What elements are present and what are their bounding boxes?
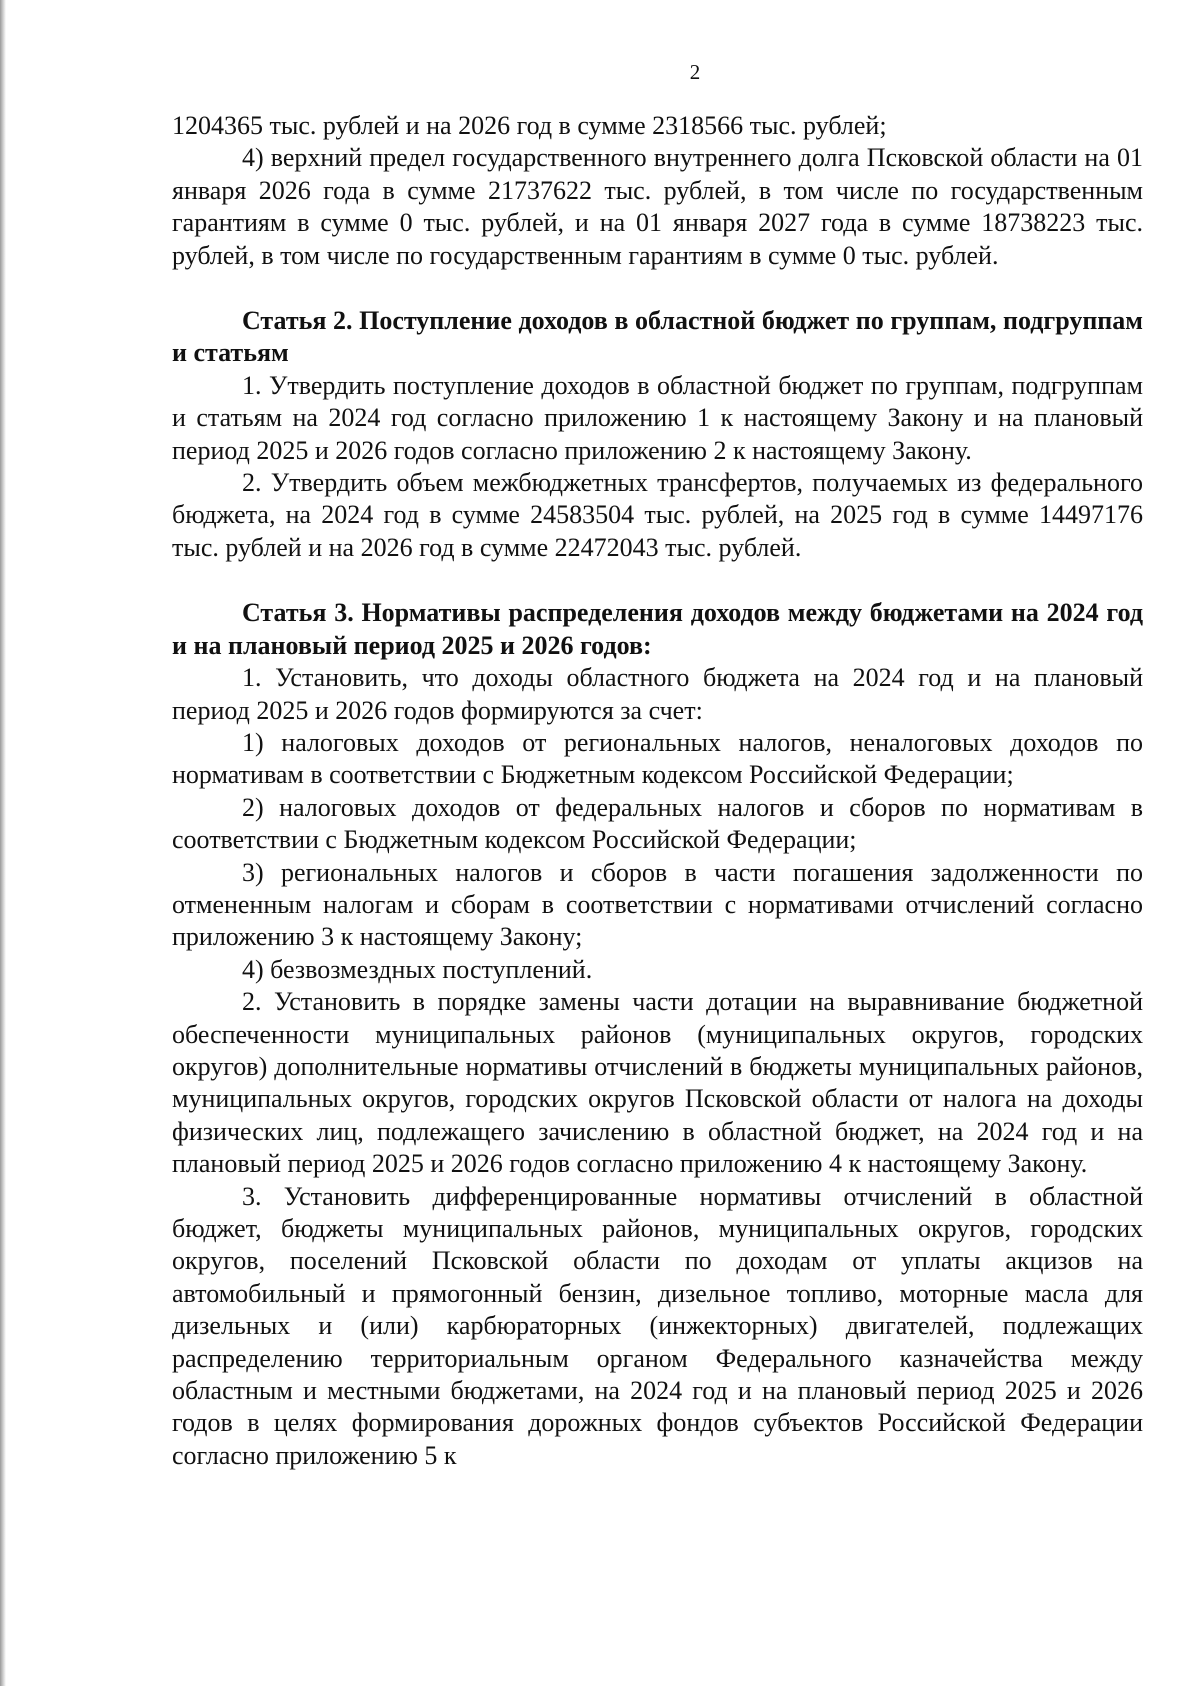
article3-item-4: 4) безвозмездных поступлений. [242, 954, 593, 984]
article3-paragraph-2: 2. Установить в порядке замены части дотации на выравнивание бюджетной обеспеченности муниципальных районов (муниципальных округов, городских округов) дополнительные нормативы отчислений в бюджеты муниципальных районов, муниципальных округов, городских округов Псковской области от налога на доходы физических лиц, подлежащего зачислению в областной бюджет, на 2024 год и на плановый период 2025 и 2026 годов согласно приложению 4 к настоящему Закону. [172, 987, 1143, 1179]
section-gap [172, 564, 1143, 597]
page-number: 2 [689, 60, 701, 84]
article1-item-4: 4) верхний предел государственного внутреннего долга Псковской области на 01 января 2026 года в сумме 21737622 тыс. рублей, в том числе по государственным гарантиям в сумме 0 тыс. рублей, и на 01 января 2027 года в сумме 18738223 тыс. рублей, в том числе по государственным гарантиям в сумме 0 тыс. рублей. [172, 143, 1143, 270]
article3-item-2: 2) налоговых доходов от федеральных налогов и сборов по нормативам в соответствии с Бюджетным кодексом Российской Федерации; [172, 792, 1143, 855]
article1-paragraph-continued: 1204365 тыс. рублей и на 2026 год в сумме 2318566 тыс. рублей; [172, 111, 887, 140]
section-gap [172, 272, 1143, 305]
article3-heading: Статья 3. Нормативы распределения доходов между бюджетами на 2024 год и на плановый период 2025 и 2026 годов: [172, 598, 1143, 660]
article2-paragraph-1: 1. Утвердить поступление доходов в областной бюджет по группам, подгруппам и статьям на 2024 год согласно приложению 1 к настоящему Закону и на плановый период 2025 и 2026 годов согласно приложению 2 к настоящему Закону. [172, 370, 1143, 465]
article2-paragraph-2: 2. Утвердить объем межбюджетных трансфертов, получаемых из федерального бюджета, на 2024 год в сумме 24583504 тыс. рублей, на 2025 год в сумме 14497176 тыс. рублей и на 2026 год в сумме 22472043 тыс. рублей. [172, 468, 1143, 562]
article3-paragraph-3: 3. Установить дифференцированные нормативы отчислений в областной бюджет, бюджеты муниципальных районов, муниципальных округов, городских округов, поселений Псковской области по доходам от уплаты акцизов на автомобильный и прямогонный бензин, дизельное топливо, моторные масла для дизельных и (или) карбюраторных (инжекторных) двигателей, подлежащих распределению территориальным органом Федерального казначейства между областным и местными бюджетами, на 2024 год и на плановый период 2025 и 2026 годов в целях формирования дорожных фондов субъектов Российской Федерации согласно приложению 5 к [172, 1181, 1143, 1470]
article3-paragraph-1: 1. Установить, что доходы областного бюджета на 2024 год и на плановый период 2025 и 2026 годов формируются за счет: [172, 663, 1143, 725]
article3-item-3: 3) региональных налогов и сборов в части погашения задолженности по отмененным налогам и сборам в соответствии с нормативами отчислений согласно приложению 3 к настоящему Закону; [172, 857, 1143, 952]
scan-edge-shadow [0, 0, 6, 1686]
article3-item-1: 1) налоговых доходов от региональных налогов, неналоговых доходов по нормативам в соответствии с Бюджетным кодексом Российской Федерации; [172, 727, 1143, 790]
article2-heading: Статья 2. Поступление доходов в областной бюджет по группам, подгруппам и статьям [172, 306, 1143, 368]
document-body [172, 110, 1143, 1472]
